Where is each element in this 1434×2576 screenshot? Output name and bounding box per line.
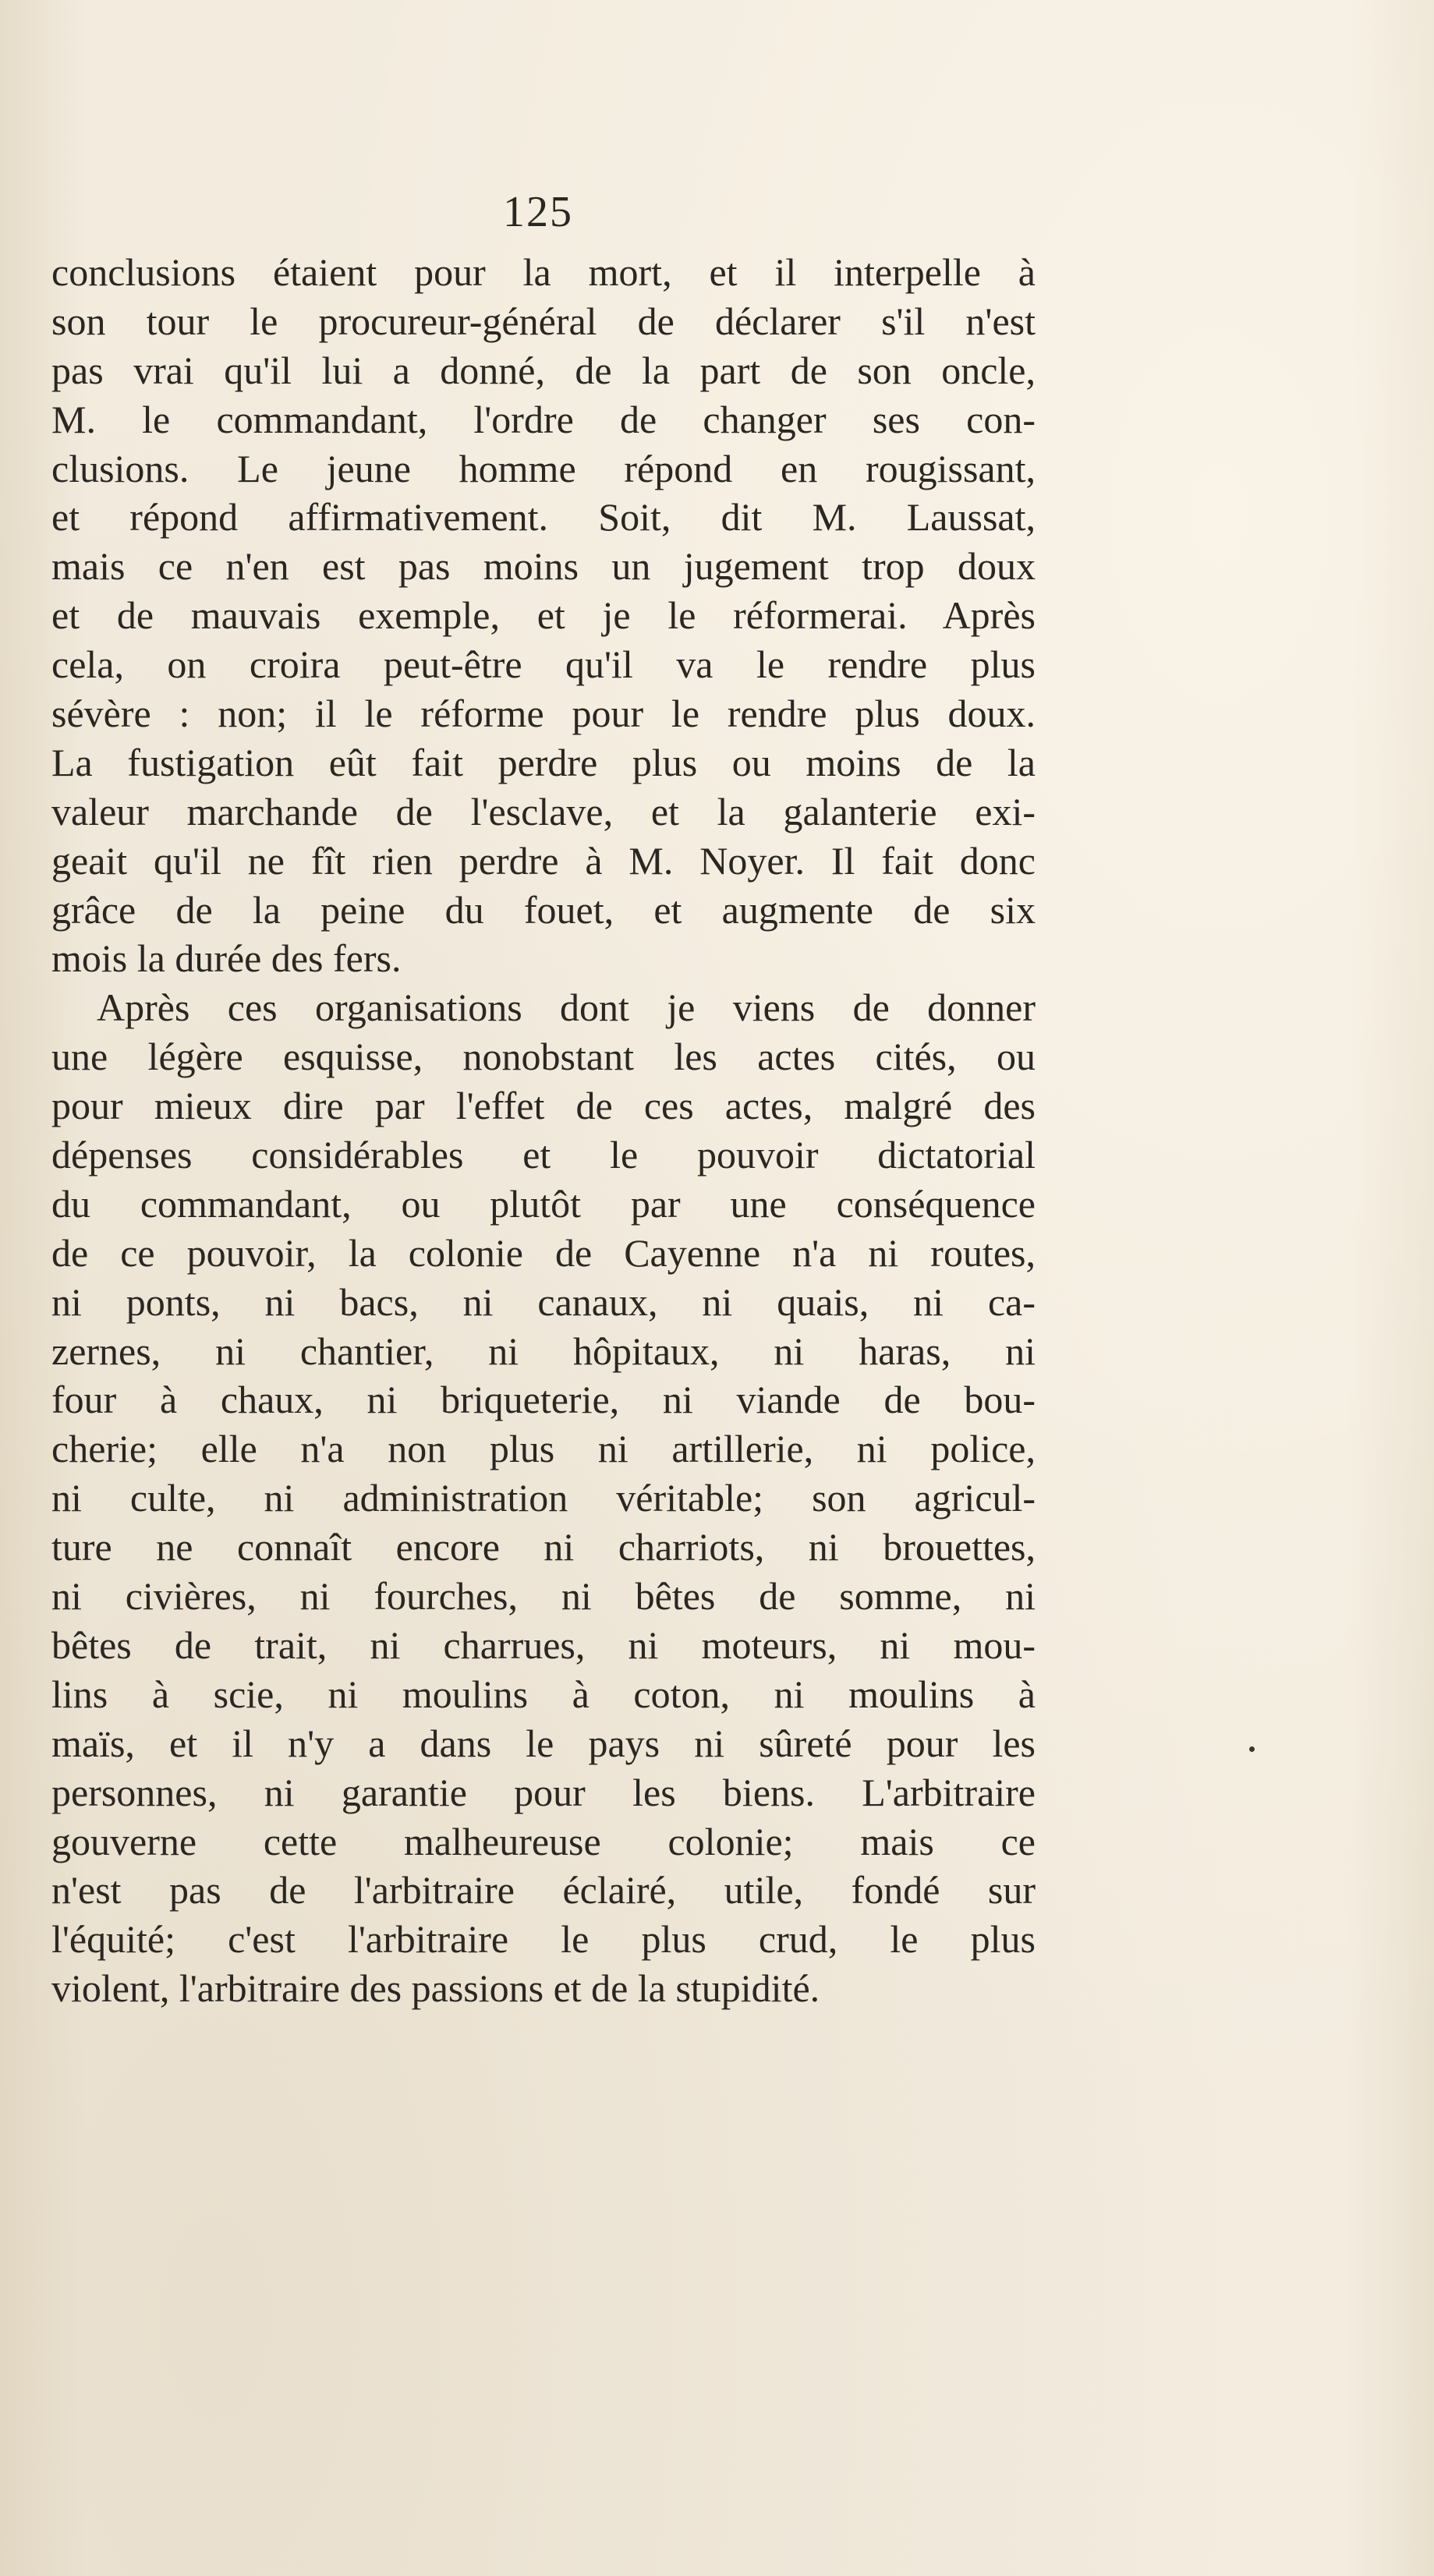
text-line: violent, l'arbitraire des passions et de la stupidité. <box>51 1966 820 2011</box>
text-line: maïs, et il n'y a dans le pays ni sûreté pour les <box>51 1721 1036 1765</box>
text-line: gouverne cette malheureuse colonie; mais ce <box>51 1819 1036 1863</box>
text-line: sévère : non; il le réforme pour le rendre plus doux. <box>51 692 1036 736</box>
text-line: cela, on croira peut-être qu'il va le rendre plus <box>51 642 1036 687</box>
text-line: geait qu'il ne fît rien perdre à M. Noyer. Il fait donc <box>51 838 1036 883</box>
text-line: zernes, ni chantier, ni hôpitaux, ni haras, ni <box>51 1329 1036 1373</box>
text-line: lins à scie, ni moulins à coton, ni moulins à <box>51 1672 1036 1716</box>
text-line: bêtes de trait, ni charrues, ni moteurs, ni mou- <box>51 1622 1036 1667</box>
page-number: 125 <box>503 188 573 236</box>
text-line: n'est pas de l'arbitraire éclairé, utile, fondé sur <box>51 1868 1036 1913</box>
text-line: ni civières, ni fourches, ni bêtes de somme, ni <box>51 1574 1036 1619</box>
text-line: pas vrai qu'il lui a donné, de la part de son oncle, <box>51 348 1036 392</box>
text-line: cherie; elle n'a non plus ni artillerie, ni police, <box>51 1427 1036 1471</box>
text-line: l'équité; c'est l'arbitraire le plus crud, le plus <box>51 1917 1036 1962</box>
text-line: ture ne connaît encore ni charriots, ni brouettes, <box>51 1525 1036 1569</box>
text-line: dépenses considérables et le pouvoir dictatorial <box>51 1133 1036 1177</box>
text-line: ni culte, ni administration véritable; son agricul- <box>51 1476 1036 1520</box>
text-line: de ce pouvoir, la colonie de Cayenne n'a ni routes, <box>51 1230 1036 1275</box>
text-line: son tour le procureur-général de déclarer s'il n'est <box>51 299 1036 343</box>
text-line: Après ces organisations dont je viens de donner <box>97 985 1036 1030</box>
text-line: valeur marchande de l'esclave, et la galanterie exi- <box>51 789 1036 833</box>
text-line: et répond affirmativement. Soit, dit M. Laussat, <box>51 495 1036 540</box>
text-line: La fustigation eût fait perdre plus ou moins de la <box>51 740 1036 784</box>
text-line: M. le commandant, l'ordre de changer ses con- <box>51 397 1036 441</box>
text-line: une légère esquisse, nonobstant les actes cités, ou <box>51 1035 1036 1079</box>
text-line: clusions. Le jeune homme répond en rougissant, <box>51 446 1036 490</box>
body-text <box>51 248 1036 2013</box>
paper-speck <box>1249 1746 1255 1752</box>
text-line: grâce de la peine du fouet, et augmente de six <box>51 887 1036 932</box>
text-line: mois la durée des fers. <box>51 936 402 981</box>
text-line: du commandant, ou plutôt par une conséquence <box>51 1181 1036 1226</box>
text-line: pour mieux dire par l'effet de ces actes, malgré des <box>51 1084 1036 1128</box>
text-line: ni ponts, ni bacs, ni canaux, ni quais, ni ca- <box>51 1279 1036 1324</box>
text-line: conclusions étaient pour la mort, et il interpelle à <box>51 250 1036 294</box>
text-line: et de mauvais exemple, et je le réformerai. Après <box>51 593 1036 638</box>
text-line: mais ce n'en est pas moins un jugement trop doux <box>51 544 1036 589</box>
text-line: four à chaux, ni briqueterie, ni viande de bou- <box>51 1378 1036 1422</box>
text-line: personnes, ni garantie pour les biens. L'arbitraire <box>51 1770 1036 1814</box>
